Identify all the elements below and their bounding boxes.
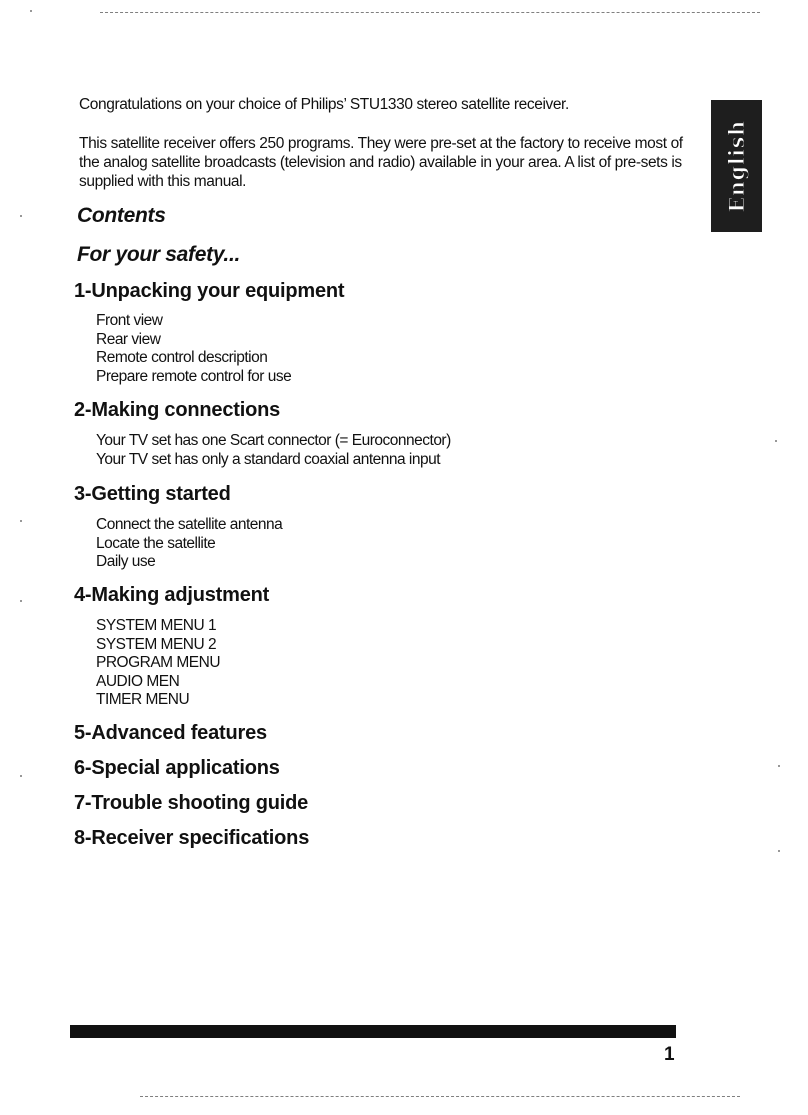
section-item: SYSTEM MENU 2	[96, 635, 217, 653]
section-title: 7-Trouble shooting guide	[74, 792, 309, 814]
scan-speck	[778, 765, 780, 767]
section-title: 2-Making connections	[74, 399, 281, 421]
section-item: Daily use	[96, 553, 156, 570]
section-unpacking	[74, 279, 344, 386]
scan-speck	[775, 440, 777, 442]
section-item: TIMER MENU	[96, 691, 190, 708]
section-title: 4-Making adjustment	[74, 584, 270, 606]
section-item: PROGRAM MENU	[96, 654, 221, 671]
scan-speck	[20, 600, 22, 602]
intro-description: This satellite receiver offers 250 programs. They were pre-set at the factory to receive most of the analog satellite broadcasts (television and radio) available in your area. A list of pre-sets is supplied with this manual.	[79, 135, 683, 190]
scan-speck	[20, 520, 22, 522]
section-trouble-shooting	[74, 791, 308, 815]
section-item: Rear view	[96, 330, 161, 348]
section-item: Front view	[96, 312, 163, 329]
scan-speck	[20, 775, 22, 777]
section-items	[74, 312, 344, 386]
section-item: SYSTEM MENU 1	[96, 617, 217, 634]
section-items	[74, 617, 269, 710]
section-title: 1-Unpacking your equipment	[74, 280, 345, 302]
intro-congratulations: Congratulations on your choice of Philips’ STU1330 stereo satellite receiver.	[79, 96, 569, 113]
language-tab	[711, 100, 762, 232]
section-title: 6-Special applications	[74, 757, 280, 779]
scan-speck	[778, 850, 780, 852]
section-item: AUDIO MEN	[96, 672, 180, 690]
section-adjustment	[74, 583, 269, 710]
section-title: 5-Advanced features	[74, 722, 267, 744]
section-connections	[74, 398, 451, 469]
section-item: Your TV set has only a standard coaxial antenna input	[96, 450, 441, 468]
footer-bar	[70, 1025, 676, 1038]
section-items	[74, 516, 282, 572]
section-item: Your TV set has one Scart connector (= Euroconnector)	[96, 432, 451, 449]
contents-heading: Contents	[77, 204, 166, 227]
section-advanced-features	[74, 721, 267, 745]
scan-edge-top	[100, 12, 760, 13]
section-getting-started	[74, 482, 282, 572]
section-item: Remote control description	[96, 349, 268, 366]
section-specifications	[74, 826, 309, 850]
scan-speck	[20, 215, 22, 217]
section-title: 3-Getting started	[74, 483, 231, 505]
section-special-applications	[74, 756, 280, 780]
scan-edge-bottom	[140, 1096, 740, 1097]
section-item: Prepare remote control for use	[96, 367, 292, 385]
safety-heading: For your safety...	[77, 243, 241, 266]
section-title: 8-Receiver specifications	[74, 827, 310, 849]
section-item: Locate the satellite	[96, 534, 216, 552]
scan-speck	[30, 10, 32, 12]
page-number: 1	[664, 1044, 675, 1065]
section-items	[74, 432, 451, 469]
section-item: Connect the satellite antenna	[96, 516, 283, 533]
language-tab-label: English	[724, 119, 750, 213]
